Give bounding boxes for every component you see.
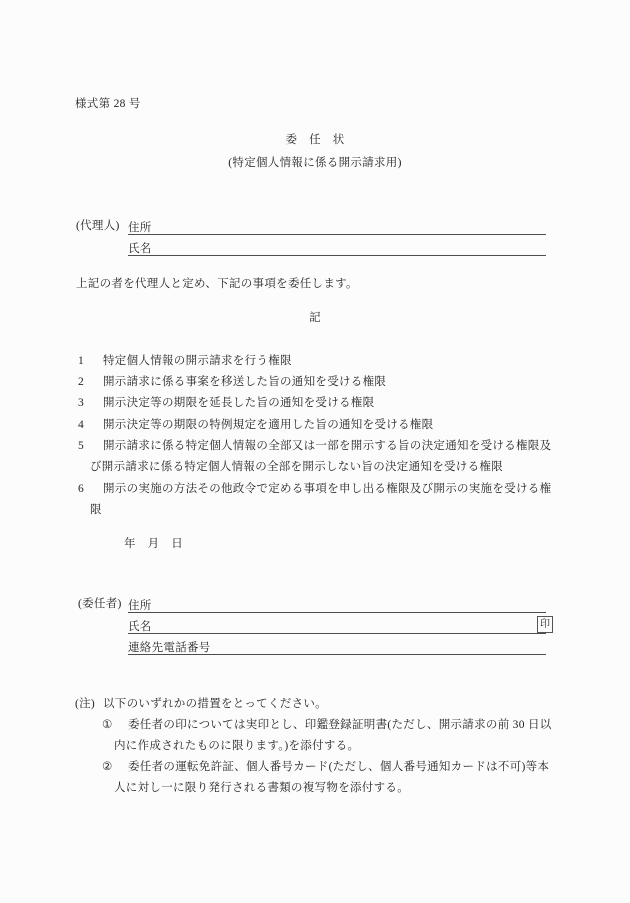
principal-name-label: 氏名 [128,621,152,633]
notes-intro: 以下のいずれかの措置をとってください。 [103,698,327,710]
proxy-name-field [128,240,546,256]
principal-label: (委任者) [78,598,122,610]
item-number: 5 [78,440,85,452]
note-text-continued: 内に作成されたものに限ります。)を添付する。 [114,740,360,752]
item-text: 開示請求に係る事案を移送した旨の通知を受ける権限 [103,376,387,388]
note-number: ① [102,719,113,731]
item-number: 6 [78,483,85,495]
note-text-continued: 人に対し一に限り発行される書類の複写物を添付する。 [114,782,409,794]
item-text: 開示の実施の方法その他政令で定める事項を申し出る権限及び開示の実施を受ける権 [103,483,552,495]
proxy-name-label: 氏名 [128,243,152,255]
item-number: 1 [78,355,85,367]
principal-name-field [128,618,550,634]
principal-tel-field [128,639,546,655]
item-text-continued: 限 [90,504,102,516]
delegation-statement: 上記の者を代理人と定め、下記の事項を委任します。 [76,278,358,290]
proxy-address-label: 住所 [128,222,152,234]
principal-tel-label: 連絡先電話番号 [128,642,211,654]
note-text: 委任者の印については実印とし、印鑑登録証明書(ただし、開示請求の前 30 日以 [128,719,552,731]
item-number: 4 [78,419,85,431]
form-number: 様式第 28 号 [75,98,141,110]
item-text: 開示請求に係る特定個人情報の全部又は一部を開示する旨の決定通知を受ける権限及 [103,440,552,452]
date-line: 年 月 日 [124,538,183,550]
item-text: 開示決定等の期限の特例規定を適用した旨の通知を受ける権限 [103,419,434,431]
item-text-continued: び開示請求に係る特定個人情報の全部を開示しない旨の決定通知を受ける権限 [90,461,503,473]
item-number: 2 [78,376,85,388]
proxy-label: (代理人) [76,220,120,232]
item-number: 3 [78,397,85,409]
document-subtitle: (特定個人情報に係る開示請求用) [228,157,402,169]
ki-heading: 記 [309,312,321,324]
seal-mark-box: 印 [537,616,553,633]
document-title: 委 任 状 [285,134,345,146]
principal-address-label: 住所 [128,600,152,612]
proxy-address-field [128,219,546,235]
item-text: 開示決定等の期限を延長した旨の通知を受ける権限 [103,397,375,409]
notes-label: (注) [75,698,96,710]
item-text: 特定個人情報の開示請求を行う権限 [103,355,292,367]
note-text: 委任者の運転免許証、個人番号カード(ただし、個人番号通知カードは不可)等本 [128,761,550,773]
principal-address-field [128,597,546,613]
note-number: ② [102,761,113,773]
